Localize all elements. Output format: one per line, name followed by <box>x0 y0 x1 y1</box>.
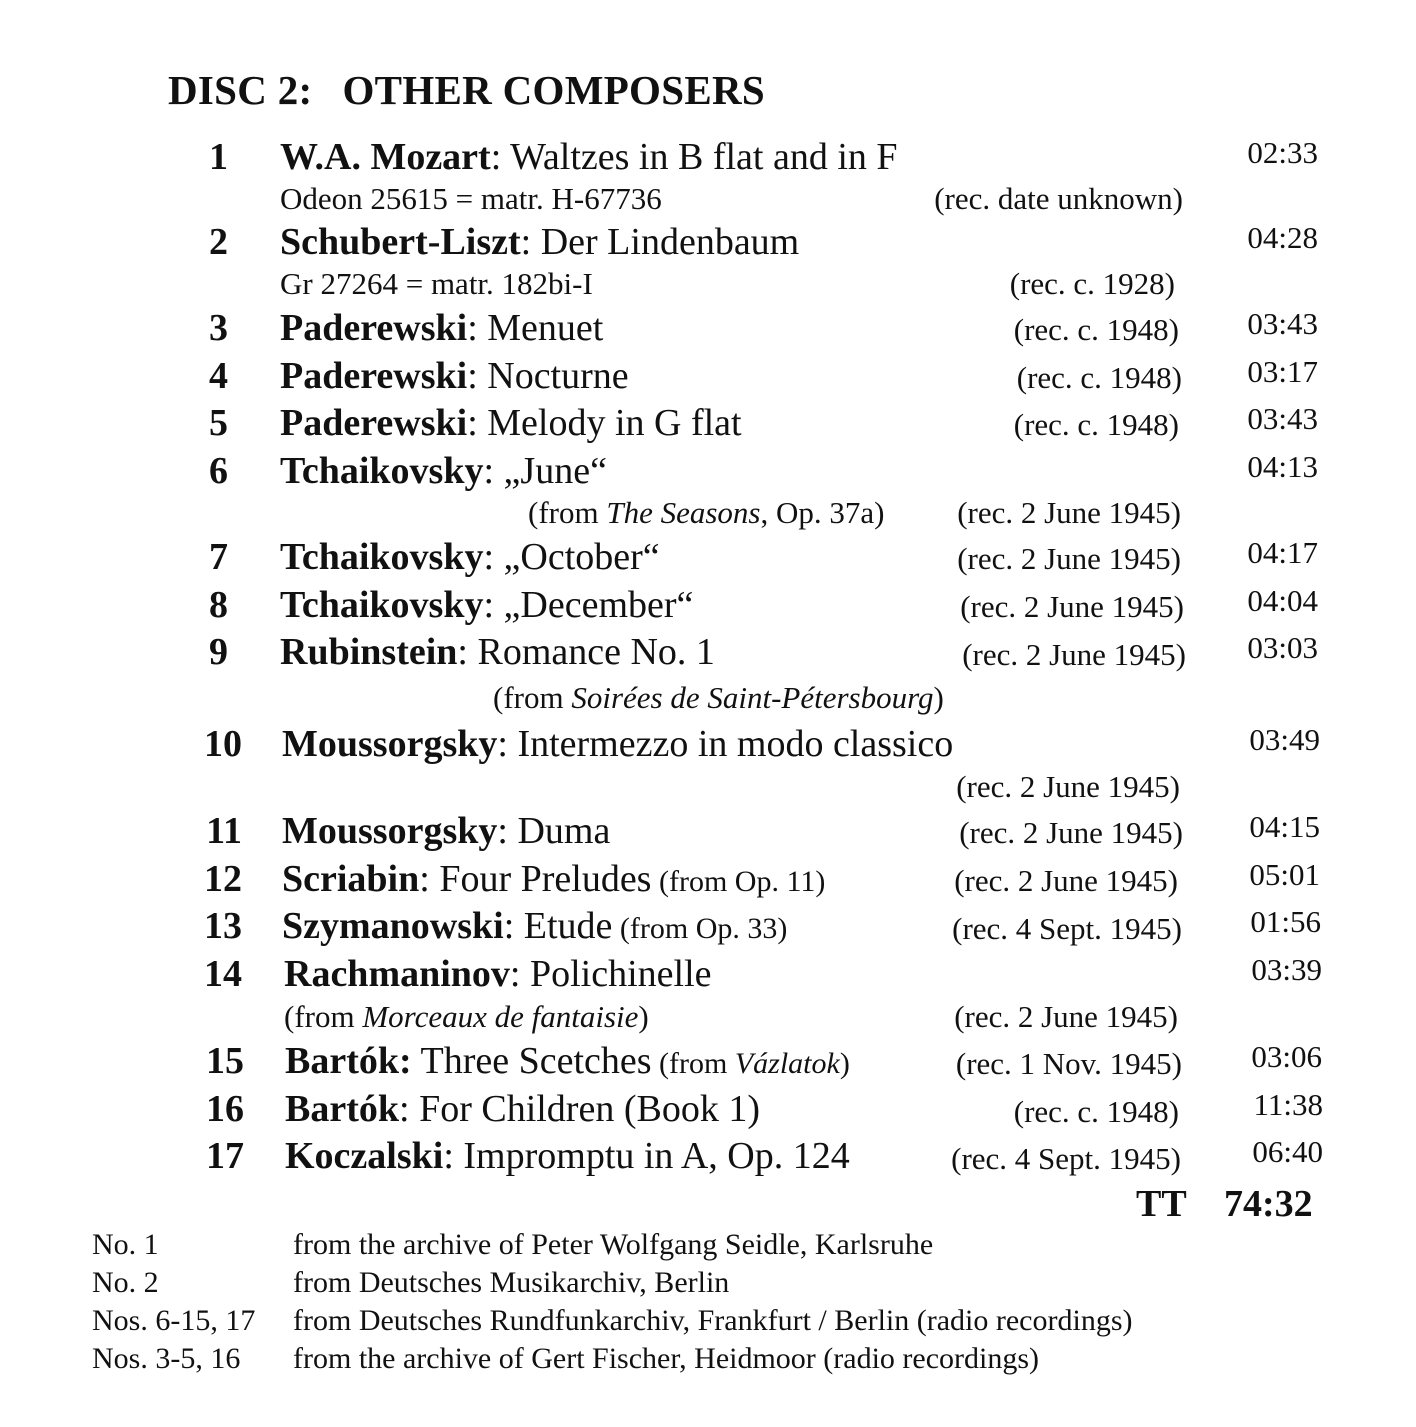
work: Romance No. 1 <box>477 631 715 673</box>
track-duration: 11:38 <box>1253 1087 1323 1122</box>
track-title: Paderewski: Menuet <box>280 307 604 349</box>
track-number: 9 <box>209 631 228 673</box>
track-duration: 06:40 <box>1252 1134 1323 1169</box>
track-title: Rubinstein: Romance No. 1 <box>280 631 715 673</box>
composer: Tchaikovsky <box>280 536 484 578</box>
composer: Szymanowski <box>282 905 504 947</box>
track-rec-date: (rec. 2 June 1945) <box>960 589 1184 624</box>
track-duration: 03:03 <box>1247 630 1318 665</box>
work: Three Scetches <box>420 1040 652 1082</box>
track-duration: 03:06 <box>1251 1039 1322 1074</box>
work: Der Lindenbaum <box>540 221 800 263</box>
source-track-numbers: No. 1 <box>92 1228 159 1261</box>
total-time-label: TT <box>1136 1183 1187 1225</box>
track-rec-date: (rec. c. 1948) <box>1013 407 1179 442</box>
track-duration: 05:01 <box>1249 857 1320 892</box>
track-title: Szymanowski: Etude (from Op. 33) <box>282 905 788 947</box>
composer: Scriabin <box>282 858 420 900</box>
track-rec-date: (rec. 2 June 1945) <box>962 637 1186 672</box>
track-rec-date: (rec. c. 1948) <box>1013 312 1179 347</box>
composer: Paderewski <box>280 402 468 444</box>
track-duration: 03:43 <box>1247 306 1318 341</box>
composer: Tchaikovsky <box>280 584 484 626</box>
track-rec-date: (rec. 1 Nov. 1945) <box>955 1046 1182 1081</box>
disc-heading <box>168 66 765 114</box>
track-number: 17 <box>206 1135 244 1177</box>
track-rec-date: (rec. c. 1928) <box>1009 266 1175 301</box>
track-title: Paderewski: Melody in G flat <box>280 402 742 444</box>
work: „December“ <box>503 584 694 626</box>
work: Duma <box>517 810 611 852</box>
composer: Bartók <box>285 1088 399 1130</box>
track-rec-date: (rec. c. 1948) <box>1013 1094 1179 1129</box>
source-text: from the archive of Gert Fischer, Heidmoor (radio recordings) <box>293 1342 1040 1375</box>
track-title: Koczalski: Impromptu in A, Op. 124 <box>285 1135 850 1177</box>
track-title: W.A. Mozart: Waltzes in B flat and in F <box>280 136 898 178</box>
track-title: Bartók: For Children (Book 1) <box>285 1088 760 1130</box>
track-duration: 03:17 <box>1247 354 1318 389</box>
track-title: Paderewski: Nocturne <box>280 355 629 397</box>
track-title: Schubert-Liszt: Der Lindenbaum <box>280 221 800 263</box>
track-rec-date: (rec. date unknown) <box>934 181 1183 216</box>
composer: Paderewski <box>280 307 468 349</box>
track-number: 12 <box>204 858 242 900</box>
total-time-value: 74:32 <box>1224 1183 1313 1225</box>
track-title: Moussorgsky: Duma <box>282 810 611 852</box>
track-title: Tchaikovsky: „October“ <box>280 536 660 578</box>
work-note: (from Vázlatok) <box>651 1047 850 1080</box>
composer: Schubert-Liszt <box>280 221 521 263</box>
track-duration: 03:43 <box>1247 401 1318 436</box>
work: Menuet <box>487 307 604 349</box>
track-number: 4 <box>209 355 228 397</box>
composer: Moussorgsky <box>282 723 498 765</box>
track-number: 8 <box>209 584 228 626</box>
composer: Koczalski <box>285 1135 444 1177</box>
track-duration: 04:04 <box>1247 583 1318 618</box>
source-text: from Deutsches Rundfunkarchiv, Frankfurt / Berlin (radio recordings) <box>293 1304 1133 1337</box>
track-number: 7 <box>209 536 228 578</box>
source-text: from the archive of Peter Wolfgang Seidle, Karlsruhe <box>293 1228 934 1261</box>
track-number: 3 <box>209 307 228 349</box>
track-source-note: (from The Seasons, Op. 37a) <box>528 495 885 530</box>
track-number: 15 <box>206 1040 244 1082</box>
disc-title: OTHER COMPOSERS <box>342 67 766 113</box>
work: Melody in G flat <box>487 402 742 444</box>
work: Polichinelle <box>529 953 712 995</box>
track-number: 5 <box>209 402 228 444</box>
track-label: Gr 27264 = matr. 182bi-I <box>280 266 593 301</box>
work: Etude <box>523 905 613 947</box>
track-number: 11 <box>206 810 242 852</box>
source-track-numbers: Nos. 6-15, 17 <box>92 1304 256 1337</box>
source-text: from Deutsches Musikarchiv, Berlin <box>293 1266 730 1299</box>
track-duration: 03:39 <box>1251 952 1322 987</box>
work: Waltzes in B flat and in F <box>510 136 898 178</box>
track-number: 14 <box>204 953 242 995</box>
track-rec-date: (rec. 4 Sept. 1945) <box>952 911 1182 946</box>
source-track-numbers: Nos. 3-5, 16 <box>92 1342 241 1375</box>
track-title: Scriabin: Four Preludes (from Op. 11) <box>282 858 826 900</box>
track-source-note: (from Morceaux de fantaisie) <box>284 999 649 1034</box>
track-duration: 04:28 <box>1247 220 1318 255</box>
work-note: (from Op. 11) <box>651 865 826 898</box>
source-track-numbers: No. 2 <box>92 1266 159 1299</box>
composer: Rachmaninov <box>284 953 510 995</box>
work: Four Preludes <box>439 858 652 900</box>
disc-label: DISC 2: <box>168 67 313 113</box>
track-duration: 04:15 <box>1249 809 1320 844</box>
composer: Moussorgsky <box>282 810 498 852</box>
work: Nocturne <box>487 355 629 397</box>
track-rec-date: (rec. 2 June 1945) <box>954 999 1178 1034</box>
track-rec-date: (rec. 2 June 1945) <box>959 815 1183 850</box>
track-duration: 04:17 <box>1247 535 1318 570</box>
track-number: 16 <box>206 1088 244 1130</box>
track-rec-date: (rec. 2 June 1945) <box>954 863 1178 898</box>
track-title: Moussorgsky: Intermezzo in modo classico <box>282 723 954 765</box>
track-number: 10 <box>204 723 242 765</box>
track-label: Odeon 25615 = matr. H-67736 <box>280 181 662 216</box>
work: Intermezzo in modo classico <box>517 723 954 765</box>
track-number: 13 <box>204 905 242 947</box>
track-rec-date: (rec. 2 June 1945) <box>957 541 1181 576</box>
track-number: 6 <box>209 450 228 492</box>
composer: W.A. Mozart <box>280 136 491 178</box>
work-note: (from Op. 33) <box>612 912 788 945</box>
track-rec-date: (rec. 2 June 1945) <box>956 769 1180 804</box>
work: „June“ <box>503 450 607 492</box>
track-duration: 04:13 <box>1247 449 1318 484</box>
track-duration: 01:56 <box>1250 904 1321 939</box>
track-duration: 03:49 <box>1249 722 1320 757</box>
track-title: Tchaikovsky: „December“ <box>280 584 694 626</box>
track-rec-date: (rec. 4 Sept. 1945) <box>951 1141 1181 1176</box>
track-rec-date: (rec. c. 1948) <box>1016 360 1182 395</box>
track-number: 1 <box>209 136 228 178</box>
composer: Paderewski <box>280 355 468 397</box>
track-number: 2 <box>209 221 228 263</box>
work: Impromptu in A, Op. 124 <box>463 1135 850 1177</box>
track-title <box>285 1039 850 1083</box>
track-rec-date: (rec. 2 June 1945) <box>957 495 1181 530</box>
work: For Children (Book 1) <box>419 1088 760 1130</box>
track-title: Tchaikovsky: „June“ <box>280 450 607 492</box>
composer: Tchaikovsky <box>280 450 484 492</box>
composer: Rubinstein <box>280 631 458 673</box>
work: „October“ <box>503 536 660 578</box>
composer: Bartók: <box>285 1040 412 1082</box>
track-source-note: (from Soirées de Saint-Pétersbourg) <box>493 680 944 715</box>
track-title: Rachmaninov: Polichinelle <box>284 953 712 995</box>
track-duration: 02:33 <box>1247 135 1318 170</box>
